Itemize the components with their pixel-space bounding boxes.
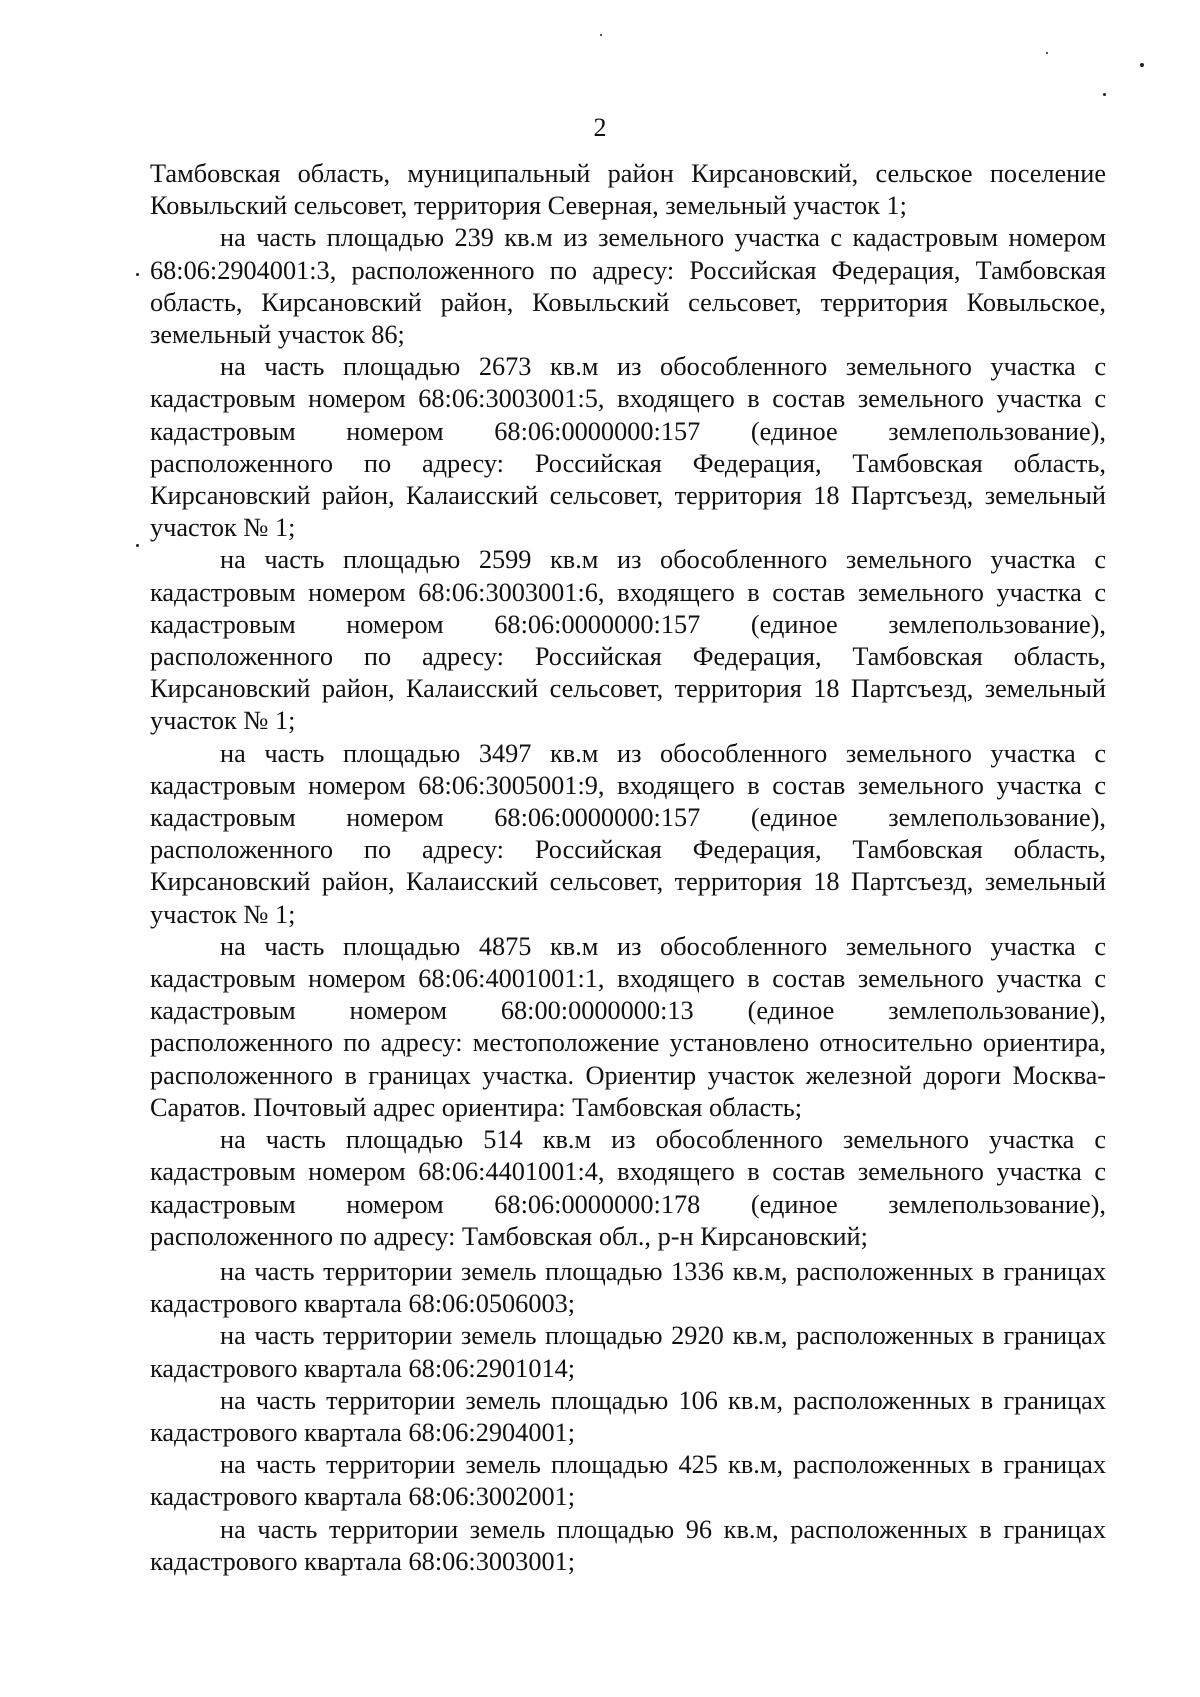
scan-speck	[1103, 93, 1106, 96]
scan-speck	[600, 34, 602, 36]
paragraph: на часть площадью 2673 кв.м из обособленного земельного участка с кадастровым номером 68:06:3003001:5, входящего в состав земельного участка с кадастровым номером 68:06:0000000:157 (единое землепользование), расположенного по адресу: Российская Федерация, Тамбовская область, Кирсановский район, Калаисский сельсовет, территория 18 Партсъезд, земельный участок № 1;	[150, 352, 1106, 543]
paragraph: на часть площадью 514 кв.м из обособленного земельного участка с кадастровым номером 68:06:4401001:4, входящего в состав земельного участка с кадастровым номером 68:06:0000000:178 (единое землепользование), расположенного по адресу: Тамбовская обл., р-н Кирсановский;	[150, 1125, 1106, 1251]
paragraph: на часть территории земель площадью 106 кв.м, расположенных в границах кадастрового квартала 68:06:2904001;	[150, 1385, 1106, 1447]
paragraph: на часть территории земель площадью 2920 кв.м, расположенных в границах кадастрового квартала 68:06:2901014;	[150, 1321, 1106, 1383]
scan-speck	[136, 544, 139, 547]
paragraph: на часть территории земель площадью 96 кв.м, расположенных в границах кадастрового квартала 68:06:3003001;	[150, 1514, 1106, 1576]
scan-speck	[1046, 52, 1048, 54]
document-body	[150, 158, 1106, 1578]
paragraph: на часть площадью 3497 кв.м из обособленного земельного участка с кадастровым номером 68:06:3005001:9, входящего в состав земельного участка с кадастровым номером 68:06:0000000:157 (единое землепользование), расположенного по адресу: Российская Федерация, Тамбовская область, Кирсановский район, Калаисский сельсовет, территория 18 Партсъезд, земельный участок № 1;	[150, 738, 1106, 929]
paragraph: на часть площадью 2599 кв.м из обособленного земельного участка с кадастровым номером 68:06:3003001:6, входящего в состав земельного участка с кадастровым номером 68:06:0000000:157 (единое землепользование), расположенного по адресу: Российская Федерация, Тамбовская область, Кирсановский район, Калаисский сельсовет, территория 18 Партсъезд, земельный участок № 1;	[150, 545, 1106, 736]
paragraph: на часть территории земель площадью 425 кв.м, расположенных в границах кадастрового квартала 68:06:3002001;	[150, 1450, 1106, 1512]
paragraph: на часть территории земель площадью 1336 кв.м, расположенных в границах кадастрового квартала 68:06:0506003;	[150, 1256, 1106, 1319]
paragraph: на часть площадью 239 кв.м из земельного участка с кадастровым номером 68:06:2904001:3, расположенного по адресу: Российская Федерация, Тамбовская область, Кирсановский район, Ковыльский сельсовет, территория Ковыльское, земельный участок 86;	[150, 223, 1106, 350]
scan-speck	[1140, 63, 1144, 67]
paragraph: на часть площадью 4875 кв.м из обособленного земельного участка с кадастровым номером 68:06:4001001:1, входящего в состав земельного участка с кадастровым номером 68:00:0000000:13 (единое землепользование), расположенного по адресу: местоположение установлено относительно ориентира, расположенного в границах участка. Ориентир участок железной дороги Москва-Саратов. Почтовый адрес ориентира: Тамбовская область;	[150, 931, 1106, 1122]
page-number: 2	[593, 113, 607, 142]
scan-speck	[136, 273, 139, 276]
paragraph: Тамбовская область, муниципальный район Кирсановский, сельское поселение Ковыльский сельсовет, территория Северная, земельный участок 1;	[150, 159, 1106, 221]
